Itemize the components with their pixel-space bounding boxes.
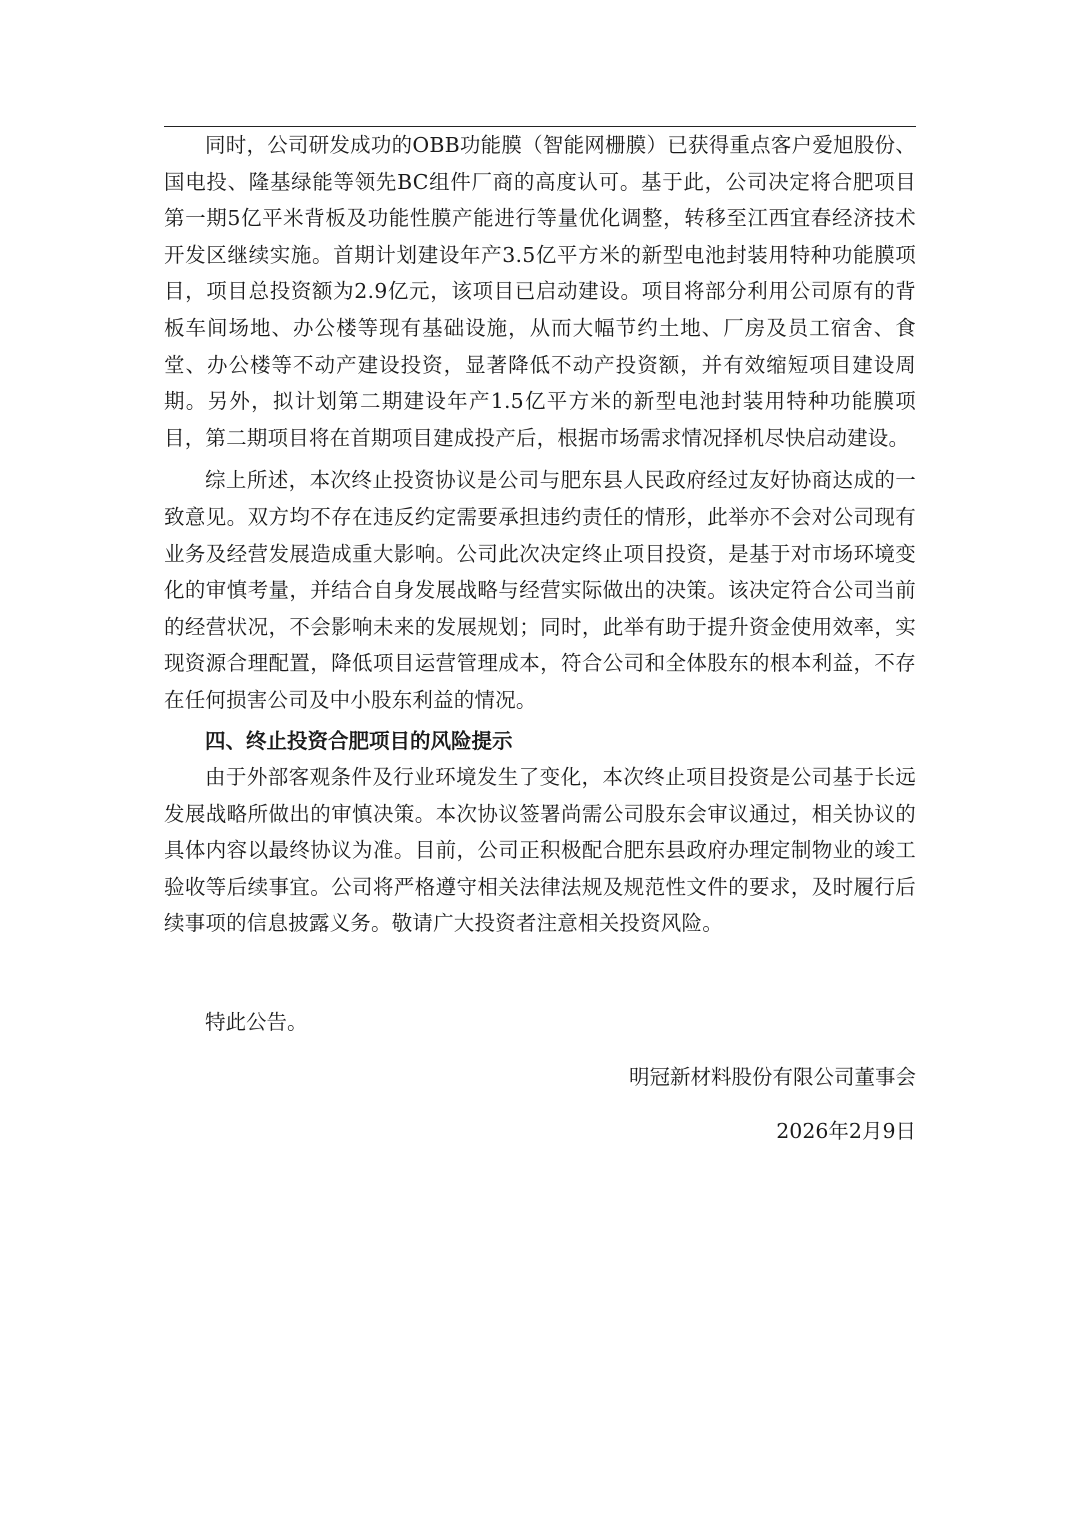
closing-statement: 特此公告。 — [205, 1010, 308, 1035]
paragraph-summary: 综上所述，本次终止投资协议是公司与肥东县人民政府经过友好协商达成的一致意见。双方均不存在违反约定需要承担违约责任的情形，此举亦不会对公司现有业务及经营发展造成重大影响。公司此次决定终止项目投资，是基于对市场环境变化的审慎考量，并结合自身发展战略与经营实际做出的决策。该决定符合公司当前的经营状况，不会影响未来的发展规划；同时，此举有助于提升资金使用效率，实现资源合理配置，降低项目运营管理成本，符合公司和全体股东的根本利益，不存在任何损害公司及中小股东利益的情况。 — [164, 468, 916, 712]
paragraph-risk: 由于外部客观条件及行业环境发生了变化，本次终止项目投资是公司基于长远发展战略所做出的审慎决策。本次协议签署尚需公司股东会审议通过，相关协议的具体内容以最终协议为准。目前，公司正积极配合肥东县政府办理定制物业的竣工验收等后续事宜。公司将严格遵守相关法律法规及规范性文件的要求，及时履行后续事项的信息披露义务。敬请广大投资者注意相关投资风险。 — [164, 765, 916, 936]
announcement-date: 2026年2月9日 — [776, 1119, 916, 1144]
paragraph-obb-film: 同时，公司研发成功的OBB功能膜（智能网栅膜）已获得重点客户爱旭股份、国电投、隆基绿能等领先BC组件厂商的高度认可。基于此，公司决定将合肥项目第一期5亿平米背板及功能性膜产能进行等量优化调整，转移至江西宜春经济技术开发区继续实施。首期计划建设年产3.5亿平方米的新型电池封装用特种功能膜项目，项目总投资额为2.9亿元，该项目已启动建设。项目将部分利用公司原有的背板车间场地、办公楼等现有基础设施，从而大幅节约土地、厂房及员工宿舍、食堂、办公楼等不动产建设投资，显著降低不动产投资额，并有效缩短项目建设周期。另外，拟计划第二期建设年产1.5亿平方米的新型电池封装用特种功能膜项目，第二期项目将在首期项目建成投产后，根据市场需求情况择机尽快启动建设。 — [164, 133, 916, 450]
document-page — [164, 126, 916, 1150]
section-heading-risk: 四、终止投资合肥项目的风险提示 — [205, 728, 513, 753]
signature-board: 明冠新材料股份有限公司董事会 — [629, 1064, 916, 1089]
